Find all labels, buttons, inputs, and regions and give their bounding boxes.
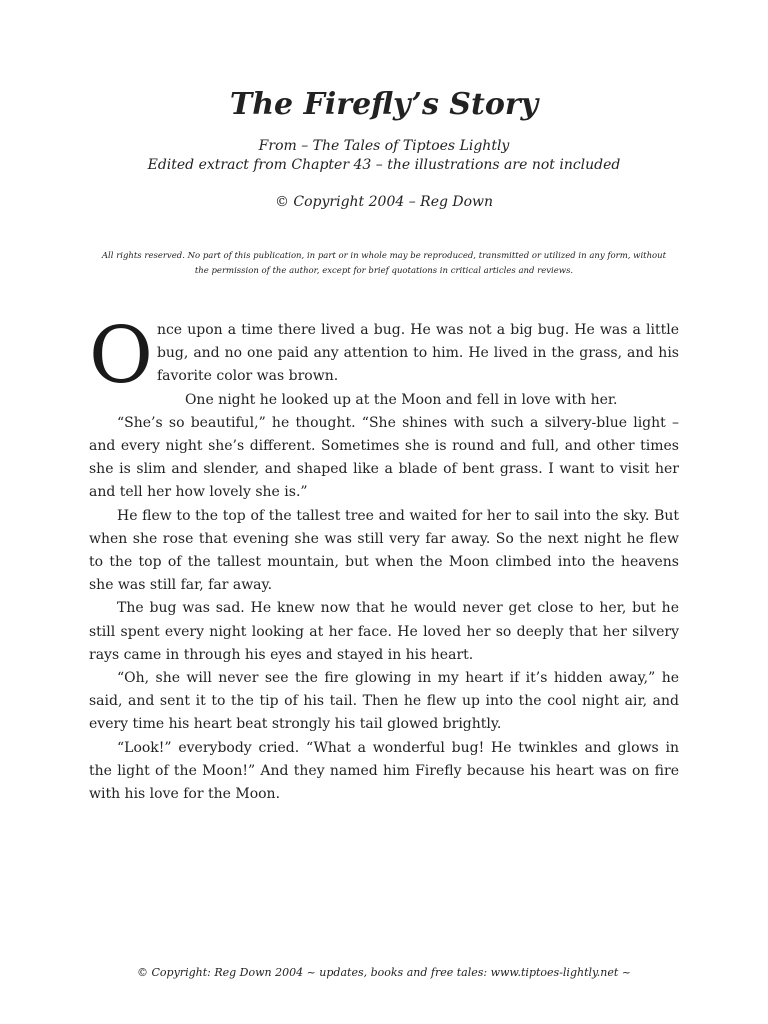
story-paragraph: “Look!” everybody cried. “What a wonderful bug! He twinkles and glows in the light of the Moon!” And they named him Firefly because his heart was on fire with his love for the Moon. bbox=[89, 739, 679, 803]
story-paragraph: “She’s so beautiful,” he thought. “She shines with such a silvery-blue light – and every night she’s different. Sometimes she is round and full, and other times she is slim and slender, and shaped like a blade of bent grass. I want to visit her and tell her how lovely she is.” bbox=[89, 414, 679, 501]
drop-cap: O bbox=[89, 311, 153, 401]
copyright-line: © Copyright 2004 – Reg Down bbox=[274, 194, 494, 210]
story-body bbox=[89, 311, 679, 806]
rights-notice: All rights reserved. No part of this publication, in part or in whole may be reproduced, transmitted or utilized in any form, without the permission of the author, except for brief quotations in critical articles and reviews. bbox=[101, 251, 667, 276]
document-title: The Firefly’s Story bbox=[229, 87, 539, 122]
story-paragraph: The bug was sad. He knew now that he would never get close to her, but he still spent every night looking at her face. He loved her so deeply that her silvery rays came in through his eyes and stayed in his heart. bbox=[89, 600, 679, 663]
story-paragraph: “Oh, she will never see the fire glowing in my heart if it’s hidden away,” he said, and sent it to the tip of his tail. Then he flew up into the cool night air, and every time his heart beat strongly his tail glowed brightly. bbox=[89, 670, 679, 733]
paragraph-text: nce upon a time there lived a bug. He was not a big bug. He was a little bug, and no one paid any attention to him. He lived in the grass, and his favorite color was brown. bbox=[156, 322, 679, 385]
source-line: From – The Tales of Tiptoes Lightly bbox=[258, 138, 510, 154]
footer-copyright: © Copyright: Reg Down 2004 ~ updates, books and free tales: www.tiptoes-lightly.net ~ bbox=[137, 966, 631, 979]
story-paragraph: He flew to the top of the tallest tree and waited for her to sail into the sky. But when she rose that evening she was still very far away. So the next night he flew to the top of the tallest mountain, but when the Moon climbed into the heavens she was still far, far away. bbox=[89, 507, 679, 594]
edit-note: Edited extract from Chapter 43 – the illustrations are not included bbox=[147, 157, 621, 173]
story-paragraph: One night he looked up at the Moon and fell in love with her. bbox=[184, 391, 618, 408]
